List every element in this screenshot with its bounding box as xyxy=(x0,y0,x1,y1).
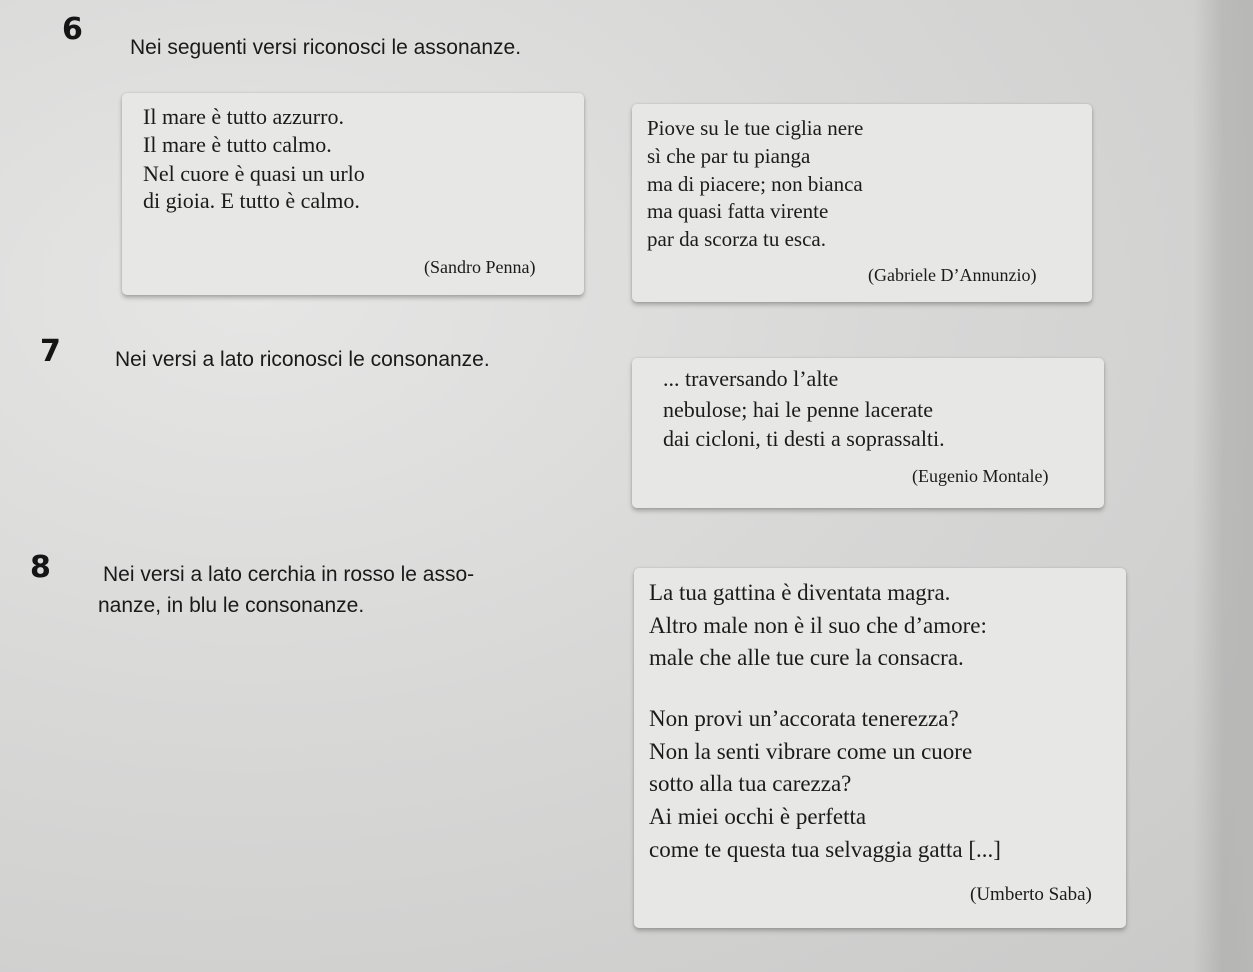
verse-line: La tua gattina è diventata magra. xyxy=(649,580,951,605)
poem-author: (Eugenio Montale) xyxy=(912,466,1049,486)
verse-line: come te questa tua selvaggia gatta [...] xyxy=(649,837,1001,862)
verse-line: sotto alla tua carezza? xyxy=(649,771,852,796)
exercise-8-instruction-line: Nei versi a lato cerchia in rosso le asso- xyxy=(103,563,475,586)
verse-line: sì che par tu pianga xyxy=(647,144,811,168)
verse-line: nebulose; hai le penne lacerate xyxy=(663,397,933,422)
exercise-8-number: 8 xyxy=(30,550,51,585)
poem-box-montale xyxy=(632,358,1104,508)
verse-line: dai cicloni, ti desti a soprassalti. xyxy=(663,426,945,451)
poem-author: (Umberto Saba) xyxy=(970,884,1092,905)
verse-line: di gioia. E tutto è calmo. xyxy=(143,188,360,213)
verse-line: male che alle tue cure la consacra. xyxy=(649,645,964,670)
exercise-6-number: 6 xyxy=(62,12,83,47)
poem-author: (Gabriele D’Annunzio) xyxy=(868,265,1037,285)
exercise-6-instruction: Nei seguenti versi riconosci le assonanze. xyxy=(130,36,522,59)
exercise-7-instruction: Nei versi a lato riconosci le consonanze. xyxy=(115,348,490,371)
poem-box-saba xyxy=(634,568,1126,928)
verse-line: Nel cuore è quasi un urlo xyxy=(143,161,365,186)
verse-line: Ai miei occhi è perfetta xyxy=(649,804,867,829)
exercise-8-instruction-line: nanze, in blu le consonanze. xyxy=(98,594,365,617)
poem-box-dannunzio xyxy=(632,104,1092,302)
verse-line: Piove su le tue ciglia nere xyxy=(647,116,864,140)
verse-line: par da scorza tu esca. xyxy=(647,227,826,251)
page-edge xyxy=(1193,0,1253,972)
verse-line: Non la senti vibrare come un cuore xyxy=(649,739,973,764)
verse-line: ... traversando l’alte xyxy=(663,366,839,391)
exercise-7-number: 7 xyxy=(40,334,61,369)
verse-line: ma di piacere; non bianca xyxy=(647,172,863,196)
verse-line: ma quasi fatta virente xyxy=(647,199,829,223)
poem-author: (Sandro Penna) xyxy=(424,257,536,277)
verse-line: Il mare è tutto calmo. xyxy=(143,132,332,157)
verse-line: Altro male non è il suo che d’amore: xyxy=(649,613,987,638)
poem-box-penna xyxy=(122,93,584,295)
verse-line: Non provi un’accorata tenerezza? xyxy=(649,706,959,731)
verse-line: Il mare è tutto azzurro. xyxy=(143,104,344,129)
